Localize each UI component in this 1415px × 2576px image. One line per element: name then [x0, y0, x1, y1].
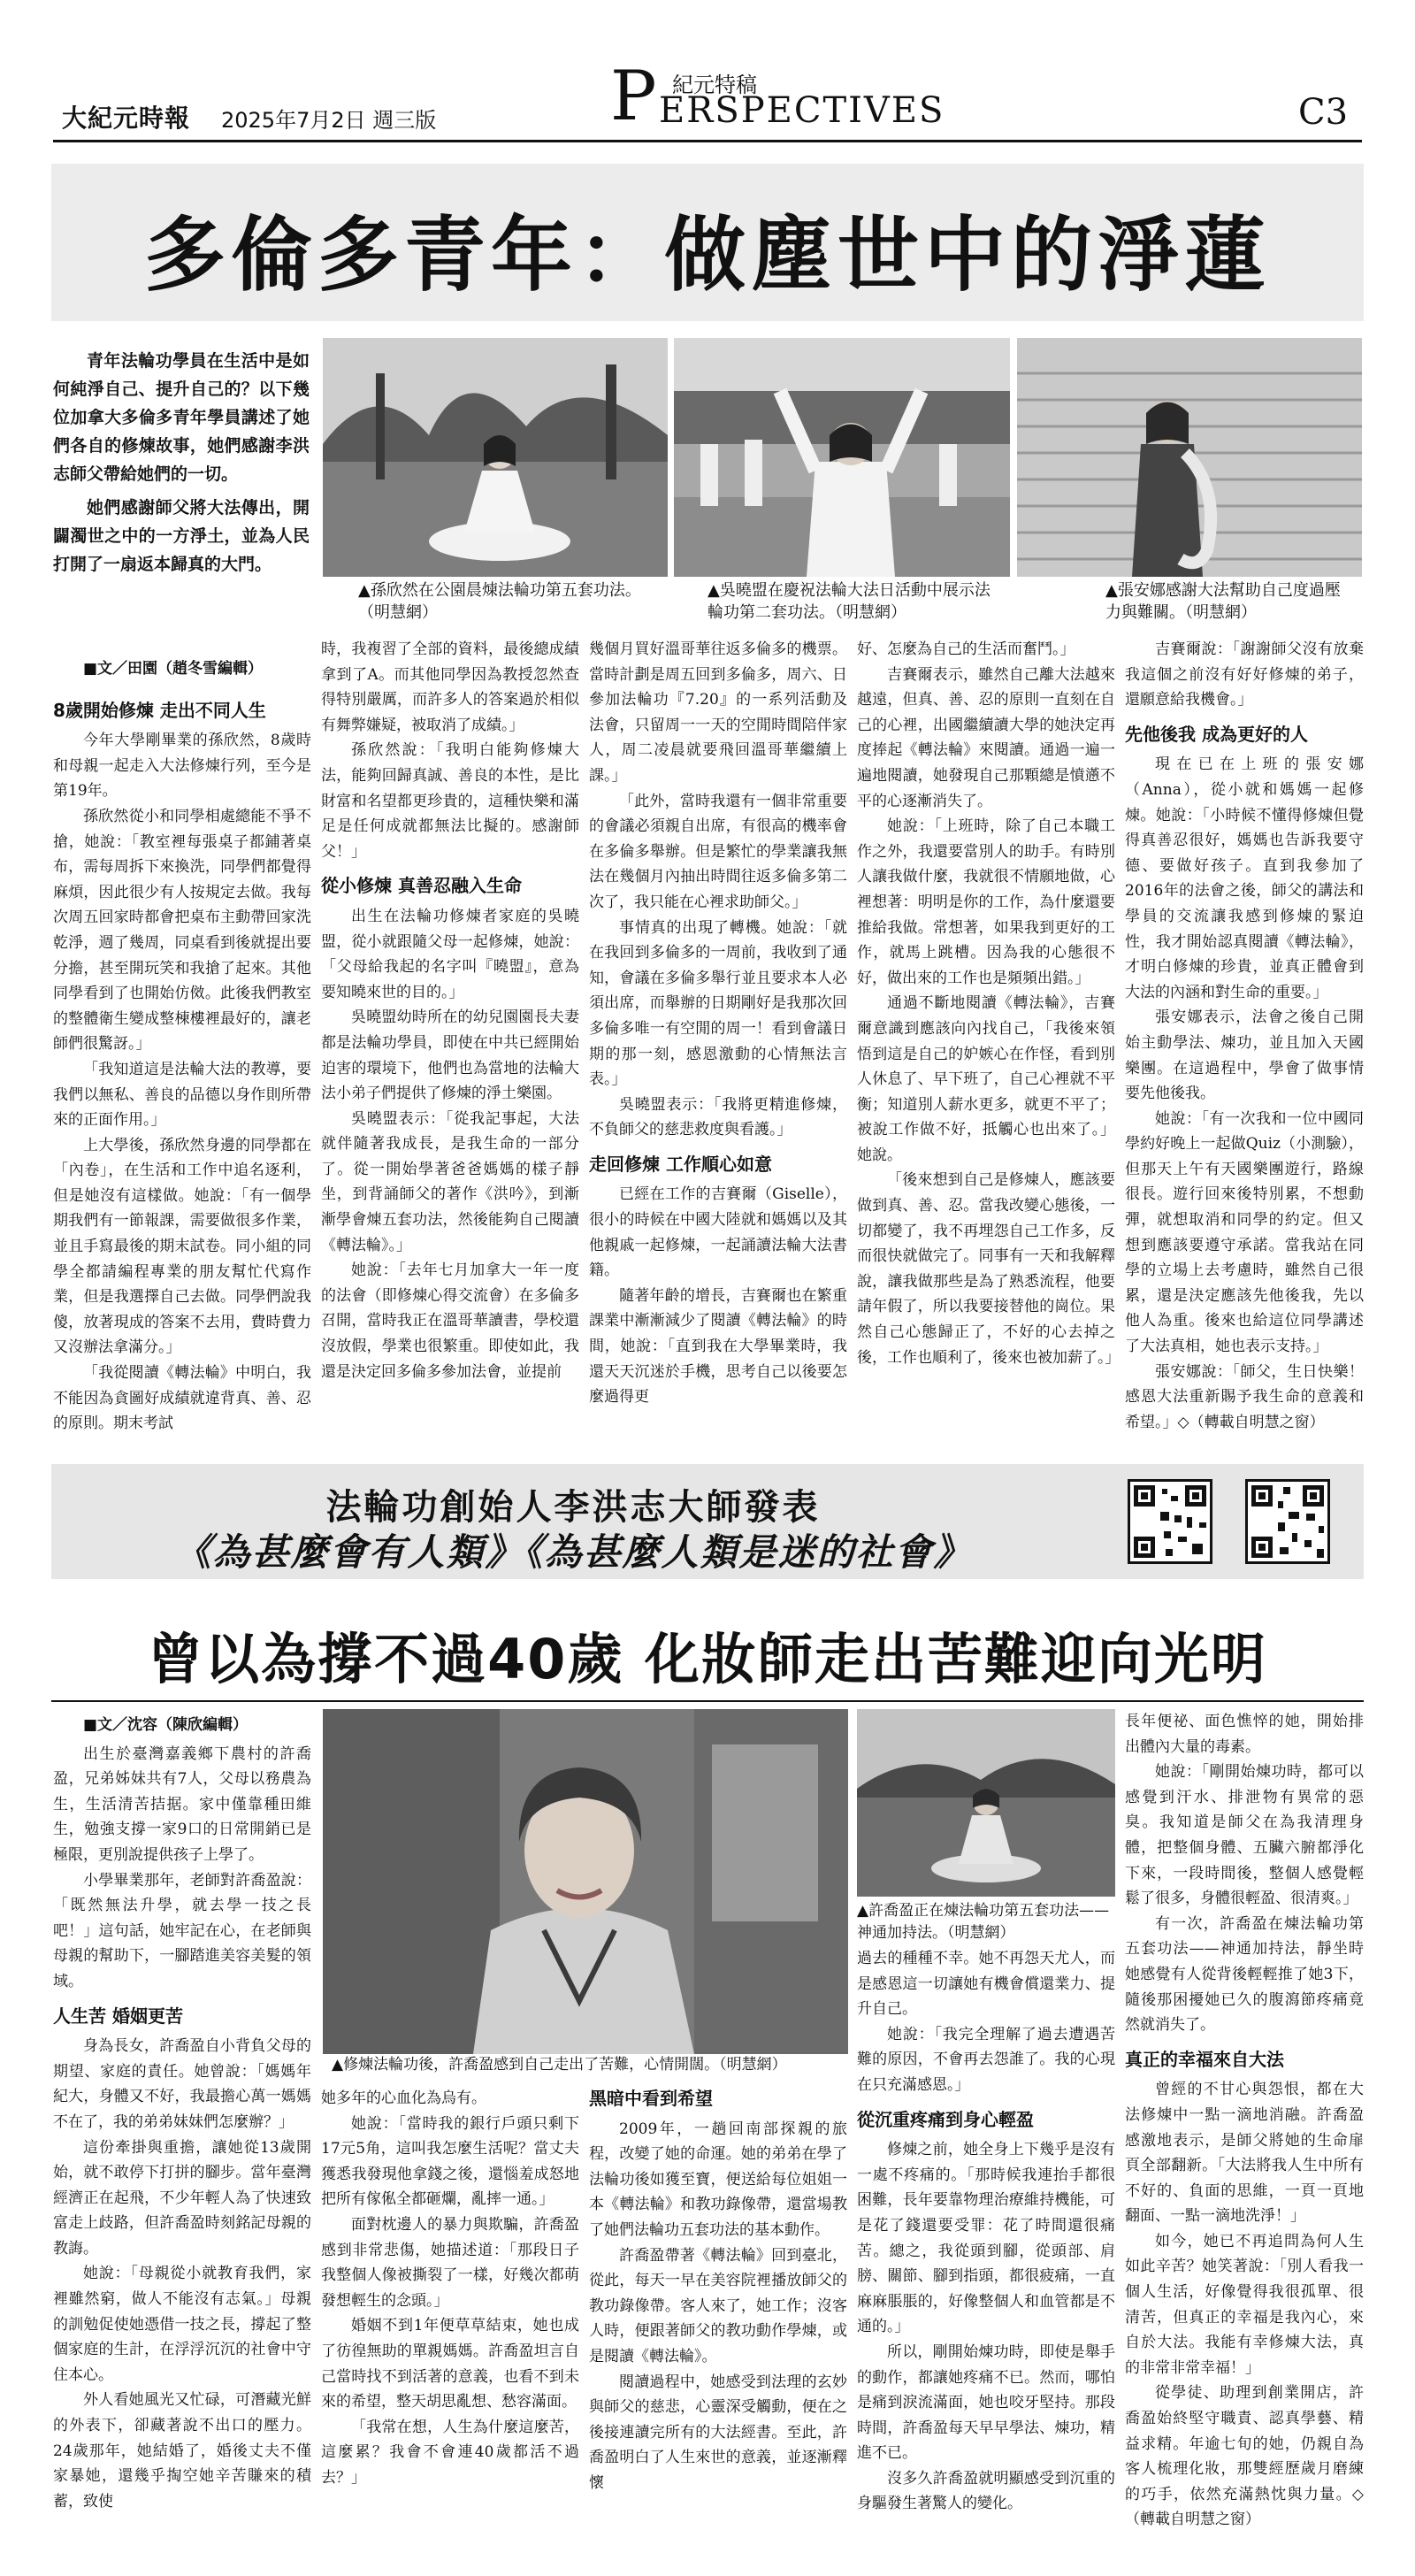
article2-headline: 曾以為撐不過40歲 化妝師走出苦難迎向光明 — [148, 1627, 1267, 1691]
photo-caption: ▲許喬盈正在煉法輪功第五套功法——神通加持法。（明慧網） — [857, 1902, 1110, 1942]
article2-column-4 — [857, 1946, 1115, 2517]
paragraph: 她說：「去年七月加拿大一年一度的法會（即修煉心得交流會）在多倫多召開，當時我正在溫哥華讀書，學校還沒放假，學業也很繁重。即使如此，我還是決定回多倫多參加法會，並提前 — [321, 1261, 579, 1381]
banner-line-1: 法輪功創始人李洪志大師發表 — [325, 1487, 821, 1528]
paragraph: 她說：「上班時，除了自己本職工作之外，我還要當別人的助手。有時別人讓我做什麼，我就很不情願地做，心裡想著：明明是你的工作，為什麼還要推給我做。常想著，如果我到更好的工作，就馬上跳槽。因為我的心態很不好，做出來的工作也是頻頻出錯。」 — [857, 817, 1115, 987]
paragraph: 孫欣然從小和同學相處總能不爭不搶，她說：「教室裡每張桌子都鋪著桌布，需每周拆下來換洗，同學們都覺得麻煩，因此很少有人按規定去做。我每次周五回家時都會把桌布主動帶回家洗乾淨，週了幾周，同桌看到後就提出要分擔，甚至開玩笑和我搶了起來。其他同學看到了也開始仿傚。此後我們教室的整體衛生變成整棟樓裡最好的，讓老師們很驚訝。」 — [53, 807, 311, 1054]
paragraph: 幾個月買好溫哥華往返多倫多的機票。當時計劃是周五回到多倫多，周六、日參加法輪功『7.20』的一系列活動及法會，只留周一一天的空閒時間陪伴家人，周二凌晨就要飛回溫哥華繼續上課。」 — [589, 640, 847, 785]
paragraph: 吉賽爾表示，雖然自己離大法越來越遠，但真、善、忍的原則一直刻在自己的心裡，出國繼續讀大學的她決定再度捧起《轉法輪》來閱讀。通過一遍一遍地閱讀，她發現自己那顆總是憤懣不平的心逐漸消失了。 — [857, 665, 1115, 810]
paragraph: 小學畢業那年，老師對許喬盈說：「既然無法升學，就去學一技之長吧！」這句話，她牢記在心，在老師與母親的幫助下，一腳踏進美容美髮的領域。 — [53, 1871, 311, 1990]
paragraph: 2009年，一趟回南部探親的旅程，改變了她的命運。她的弟弟在學了法輪功後如獲至寶，便送給每位姐姐一本《轉法輪》和教功錄像帶，還當場教了她們法輪功五套功法的基本動作。 — [589, 2120, 847, 2239]
paragraph: 她說：「剛開始煉功時，都可以感覺到汗水、排泄物有異常的惡臭。我知道是師父在為我清理身體，把整個身體、五臟六腑都淨化下來，一段時間後，整個人感覺輕鬆了很多，身體很輕盈、很清爽。」 — [1125, 1763, 1364, 1908]
article2-column-5 — [1125, 1709, 1364, 2533]
subhead: 人生苦 婚姻更苦 — [53, 2005, 183, 2027]
paragraph: 從學徒、助理到創業開店，許喬盈始終堅守職責、認真學藝、精益求精。年逾七旬的她，仍親自為客人梳理化妝，那雙經歷歲月磨練的巧手，依然充滿熱忱與力量。◇（轉載自明慧之窗） — [1125, 2384, 1364, 2529]
paragraph: 閱讀過程中，她感受到法理的玄妙與師父的慈悲，心靈深受觸動，便在之後接連讀完所有的大法經書。至此，許喬盈明白了人生來世的意義，並逐漸釋懷 — [589, 2373, 847, 2492]
qr-pattern — [1248, 1482, 1327, 1561]
paragraph: 吳曉盟表示：「從我記事起，大法就伴隨著我成長，是我生命的一部分了。從一開始學著爸爸媽媽的樣子靜坐，到背誦師父的著作《洪吟》，到漸漸學會煉五套功法，然後能夠自己閱讀《轉法輪》。」 — [321, 1109, 579, 1254]
subhead: 走回修煉 工作順心如意 — [589, 1153, 772, 1175]
masthead — [0, 0, 1415, 155]
photo-caption: ▲孫欣然在公園晨煉法輪功第五套功法。（明慧網） — [358, 581, 641, 622]
paragraph: 時，我複習了全部的資料，最後總成績拿到了A。而其他同學因為教授忽然查得特別嚴厲，而許多人的答案過於相似有舞弊嫌疑，被取消了成績。」 — [321, 640, 579, 734]
page-number: C3 — [1298, 92, 1349, 133]
article2-column-2 — [321, 2086, 579, 2491]
article2-column-3 — [589, 2086, 847, 2496]
paragraph: 如今，她已不再追問為何人生如此辛苦？她笑著說：「別人看我一個人生活，好像覺得我很孤單、很清苦，但真正的幸福是我內心，來自於大法。我能有幸修煉大法，真的非常非常幸福！」 — [1125, 2232, 1364, 2377]
article1-column-3 — [589, 637, 847, 1410]
paragraph: 吳曉盟幼時所在的幼兒園園長夫妻都是法輪功學員，即使在中共已經開始迫害的環境下，他們也為當地的法輪大法小弟子們提供了修煉的淨土樂園。 — [321, 1008, 579, 1103]
article1-headline: 多倫多青年：做塵世中的淨蓮 — [143, 208, 1271, 303]
paragraph: 許喬盈帶著《轉法輪》回到臺北，從此，每天一早在美容院裡播放師父的教功錄像帶。客人來了，她工作；沒客人時，便跟著師父的教功動作學煉，或是閱讀《轉法輪》。 — [589, 2246, 847, 2365]
paragraph: 面對枕邊人的暴力與欺騙，許喬盈感到非常悲傷，她描述道：「那段日子我整個人像被撕裂了一樣，好幾次都萌發想輕生的念頭。」 — [321, 2215, 579, 2310]
paragraph: 這份牽掛與重擔，讓她從13歲開始，就不敢停下打拼的腳步。當年臺灣經濟正在起飛，不少年輕人為了快速致富走上歧路，但許喬盈時刻銘記母親的教誨。 — [53, 2138, 311, 2258]
makeup-artist-image — [323, 1709, 848, 2054]
paragraph: 現在已在上班的張安娜（Anna），從小就和媽媽一起修煉。她說：「小時候不懂得修煉但覺得真善忍很好，媽媽也告訴我要守德、要做好孩子。直到我參加了2016年的法會之後，師父的講法和學員的交流讓我感到修煉的緊迫性，我才開始認真閱讀《轉法輪》，才明白修煉的珍貴，並真正體會到大法的內涵和對生命的重要。」 — [1125, 755, 1364, 1001]
paragraph: 張安娜說：「師父，生日快樂！感恩大法重新賜予我生命的意義和希望。」◇（轉載自明慧之窗） — [1125, 1362, 1364, 1431]
paper-name: 大紀元時報 — [62, 104, 191, 133]
photo-caption: ▲吳曉盟在慶祝法輪大法日活動中展示法輪功第二套功法。（明慧網） — [708, 581, 990, 622]
paragraph: 出生於臺灣嘉義鄉下農村的許喬盈，兄弟姊妹共有7人，父母以務農為生，生活清苦拮据。家中僅靠種田維生，勉強支撐一家9口的日常開銷已是極限，更別說提供孩子上學了。 — [53, 1744, 311, 1864]
meditation-park-image — [323, 338, 668, 577]
photo-caption: ▲張安娜感謝大法幫助自己度過壓力與難關。（明慧網） — [1105, 581, 1341, 622]
paragraph: 「我從閱讀《轉法輪》中明白，我不能因為貪圖好成績就違背真、善、忍的原則。期末考試 — [53, 1364, 311, 1433]
paragraph: 已經在工作的吉賽爾（Giselle），很小的時候在中國大陸就和媽媽以及其他親戚一起修煉，一起誦讀法輪大法書籍。 — [589, 1185, 847, 1280]
section-initial: P — [610, 57, 657, 136]
banner-line-2: 《為甚麼會有人類》《為甚麼人類是迷的社會》 — [173, 1530, 973, 1574]
paragraph: 沒多久許喬盈就明顯感受到沉重的身驅發生著驚人的變化。 — [857, 2469, 1115, 2513]
paragraph: 上大學後，孫欣然身邊的同學都在「內卷」，在生活和工作中追名逐利，但是她沒有這樣做。她說：「有一個學期我們有一節報課，需要做很多作業，並且手寫最後的期末試卷。同小組的同學全都請編程專業的朋友幫忙代寫作業，但是我選擇自己去做。同學們說我傻，放著現成的答案不去用，費時費力又沒辦法拿滿分。」 — [53, 1136, 311, 1357]
article2-rule — [51, 1700, 1364, 1702]
qr-pattern — [1130, 1482, 1210, 1561]
subhead: 從沉重疼痛到身心輕盈 — [857, 2108, 1034, 2130]
paragraph: 隨著年齡的增長，吉賽爾也在繁重課業中漸漸減少了閱讀《轉法輪》的時間，她說：「直到我在大學畢業時，我還天天沉迷於手機，思考自己以後要怎麼過得更 — [589, 1286, 847, 1407]
paragraph: 修煉之前，她全身上下幾乎是沒有一處不疼痛的。「那時候我連抬手都很困難，長年要靠物理治療維持機能，可是花了錢還要受罪：花了時間還很痛苦。總之，我從頭到腳，從頭部、肩膀、關節、腳到指頭，都很疲痛，一直麻麻脹脹的，好像整個人和血管都是不通的。」 — [857, 2141, 1115, 2336]
intro-paragraph: 青年法輪功學員在生活中是如何純淨自己、提升自己的？以下幾位加拿大多倫多青年學員講述了她們各自的修煉故事，她們感謝李洪志師父帶給她們的一切。 — [53, 351, 310, 484]
article2-column-1 — [53, 1709, 311, 2514]
paragraph: 她說：「當時我的銀行戶頭只剩下17元5角，這叫我怎麼生活呢？當丈夫獲悉我發現他拿錢之後，還惱羞成怒地把所有傢俬全都砸爛，亂摔一通。」 — [321, 2114, 579, 2209]
photo-meditation-small — [857, 1709, 1115, 1897]
exercise-event-image — [674, 338, 1010, 577]
paragraph: 事情真的出現了轉機。她說：「就在我回到多倫多的一周前，我收到了通知，會議在多倫多舉行並且要求本人必須出席，而舉辦的日期剛好是我那次回多倫多唯一有空閒的周一！看到會議日期的那一刻，感恩激動的心情無法言表。」 — [589, 918, 847, 1089]
photo-meditation-park — [323, 338, 668, 577]
paragraph: 她多年的心血化為烏有。 — [321, 2089, 486, 2107]
paragraph: 「此外，當時我還有一個非常重要的會議必須親自出席，有很高的機率會在多倫多舉辦。但是繁忙的學業讓我無法在幾個月內抽出時間往返多倫多第二次了，我只能在心裡求助師父。」 — [589, 792, 847, 911]
section-name: ERSPECTIVES — [659, 90, 945, 131]
paragraph: 她說：「有一次我和一位中國同學約好晚上一起做Quiz（小測驗），但那天上午有天國樂團遊行，路線很長。遊行回來後特別累，不想動彈，就想取消和同學的約定。但又想到應該要遵守承諾。當我站在同學的立場上去考慮時，雖然自己很累，還是決定應該先他後我，先以他人為重。後來也給這位同學講述了大法真相，她也表示支持。」 — [1125, 1109, 1364, 1356]
paragraph: 外人看她風光又忙碌，可潛藏光鮮的外表下，卻藏著說不出口的壓力。24歲那年，她結婚了，婚後丈夫不僅家暴她，還幾乎掏空她辛苦賺來的積蓄，致使 — [53, 2391, 311, 2511]
paragraph: 身為長女，許喬盈自小背負父母的期望、家庭的責任。她曾說：「媽媽年紀大，身體又不好，我最擔心萬一媽媽不在了，我的弟弟妹妹們怎麼辦？」 — [53, 2037, 311, 2131]
qr-code-icon[interactable] — [1245, 1479, 1330, 1564]
masthead-rule — [53, 140, 1362, 142]
paragraph: 她說：「我完全理解了過去遭遇苦難的原因，不會再去怨誰了。我的心現在只充滿感恩。」 — [857, 2025, 1115, 2094]
subhead: 真正的幸福來自大法 — [1125, 2048, 1284, 2070]
paragraph: 出生在法輪功修煉者家庭的吳曉盟，從小就跟隨父母一起修煉，她說：「父母給我起的名字叫『曉盟』，意為要知曉來世的目的。」 — [321, 907, 579, 1001]
paragraph: 「我知道這是法輪大法的教導，要我們以無私、善良的品德以身作則所帶來的正面作用。」 — [53, 1060, 311, 1130]
photo-caption: ▲修煉法輪功後，許喬盈感到自己走出了苦難，心情開闊。（明慧網） — [332, 2056, 787, 2074]
byline: ■文／沈容（陳欣編輯） — [83, 1716, 249, 1734]
article1-column-1 — [53, 653, 311, 1437]
paragraph: 「我常在想，人生為什麼這麼苦，這麼累？我會不會連40歲都活不過去？」 — [321, 2418, 579, 2487]
paragraph: 孫欣然說：「我明白能夠修煉大法，能夠回歸真誠、善良的本性，是比財富和名望都更珍貴的，這種快樂和滿足是任何成就都無法比擬的。感謝師父！」 — [321, 741, 579, 861]
saxophone-image — [1017, 338, 1362, 577]
article1-column-4 — [857, 637, 1121, 1370]
photo-exercise-event — [674, 338, 1010, 577]
subhead: 黑暗中看到希望 — [589, 2088, 713, 2109]
intro-paragraph: 她們感謝師父將大法傳出，開闢濁世之中的一方淨土，並為人民打開了一扇返本歸真的大門。 — [53, 498, 310, 574]
paragraph: 過去的種種不幸。她不再怨天尤人，而是感恩這一切讓她有機會償還業力、提升自己。 — [857, 1950, 1115, 2019]
meditation-small-image — [857, 1709, 1115, 1897]
paragraph: 有一次，許喬盈在煉法輪功第五套功法——神通加持法，靜坐時她感覺有人從背後輕輕推了她3下，隨後那困擾她已久的腹瀉節疼痛竟然就消失了。 — [1125, 1914, 1364, 2035]
paragraph: 好、怎麼為自己的生活而奮鬥。」 — [857, 640, 1075, 658]
paragraph: 長年便祕、面色憔悴的她，開始排出體內大量的毒素。 — [1125, 1713, 1364, 1756]
subhead: 先他後我 成為更好的人 — [1125, 723, 1308, 745]
paragraph: 曾經的不甘心與怨恨，都在大法修煉中一點一滴地消融。許喬盈感激地表示，是師父將她的生命扉頁全部翻新。「大法將我人生中所有不好的、負面的思維，一頁一頁地翻面、一點一滴地洗淨！」 — [1125, 2081, 1364, 2226]
paragraph: 「後來想到自己是修煉人，應該要做到真、善、忍。當我改變心態後，一切都變了，我不再埋怨自己工作多，反而很快就做完了。同事有一天和我解釋說，讓我做那些是為了熟悉流程，他要請年假了，所以我要接替他的崗位。果然自己心態歸正了，不好的心去掉之後，工作也順利了，後來也被加薪了。」 — [857, 1171, 1121, 1367]
paragraph: 吉賽爾說：「謝謝師父沒有放棄我這個之前沒有好好修煉的弟子，還願意給我機會。」 — [1125, 640, 1364, 709]
article1-column-2 — [321, 637, 579, 1384]
article1-intro — [53, 347, 310, 584]
subhead: 從小修煉 真善忍融入生命 — [321, 875, 522, 897]
paragraph: 通過不斷地閱讀《轉法輪》，吉賽爾意識到應該向內找自己，「我後來領悟到這是自己的妒嫉心在作怪，看到別人休息了、早下班了，自己心裡就不平衡；知道別人薪水更多，就更不平了；被說工作做不好，抵觸心也出來了。」她說。 — [857, 994, 1115, 1164]
subhead: 8歲開始修煉 走出不同人生 — [53, 699, 266, 721]
paragraph: 婚姻不到1年便草草結束，她也成了彷徨無助的單親媽媽。許喬盈坦言自己當時找不到活著的意義，也看不到未來的希望，整天胡思亂想、愁容滿面。 — [321, 2317, 579, 2411]
byline: ■文／田園（趙冬雪編輯） — [83, 660, 264, 678]
paragraph: 所以，剛開始煉功時，即使是舉手的動作，都讓她疼痛不已。然而，哪怕是痛到淚流滿面，她也咬牙堅持。那段時間，許喬盈每天早早學法、煉功，精進不已。 — [857, 2342, 1115, 2463]
article1-column-5 — [1125, 637, 1364, 1435]
photo-makeup-artist — [323, 1709, 848, 2054]
qr-code-icon[interactable] — [1128, 1479, 1212, 1564]
paragraph: 吳曉盟表示：「我將更精進修煉，不負師父的慈悲救度與看護。」 — [589, 1095, 847, 1139]
photo-saxophone — [1017, 338, 1362, 577]
section-subtitle: 紀元特稿 — [672, 73, 757, 97]
issue-date: 2025年7月2日 週三版 — [221, 108, 437, 133]
paragraph: 她說：「母親從小就教育我們，家裡雖然窮，做人不能沒有志氣。」母親的訓勉促使她憑借一技之長，撐起了整個家庭的生計，在浮浮沉沉的社會中守住本心。 — [53, 2265, 311, 2384]
paragraph: 張安娜表示，法會之後自己開始主動學法、煉功，並且加入天國樂團。在這過程中，學會了做事情要先他後我。 — [1125, 1008, 1364, 1103]
paragraph: 今年大學剛畢業的孫欣然，8歲時和母親一起走入大法修煉行列，至今是第19年。 — [53, 732, 311, 801]
